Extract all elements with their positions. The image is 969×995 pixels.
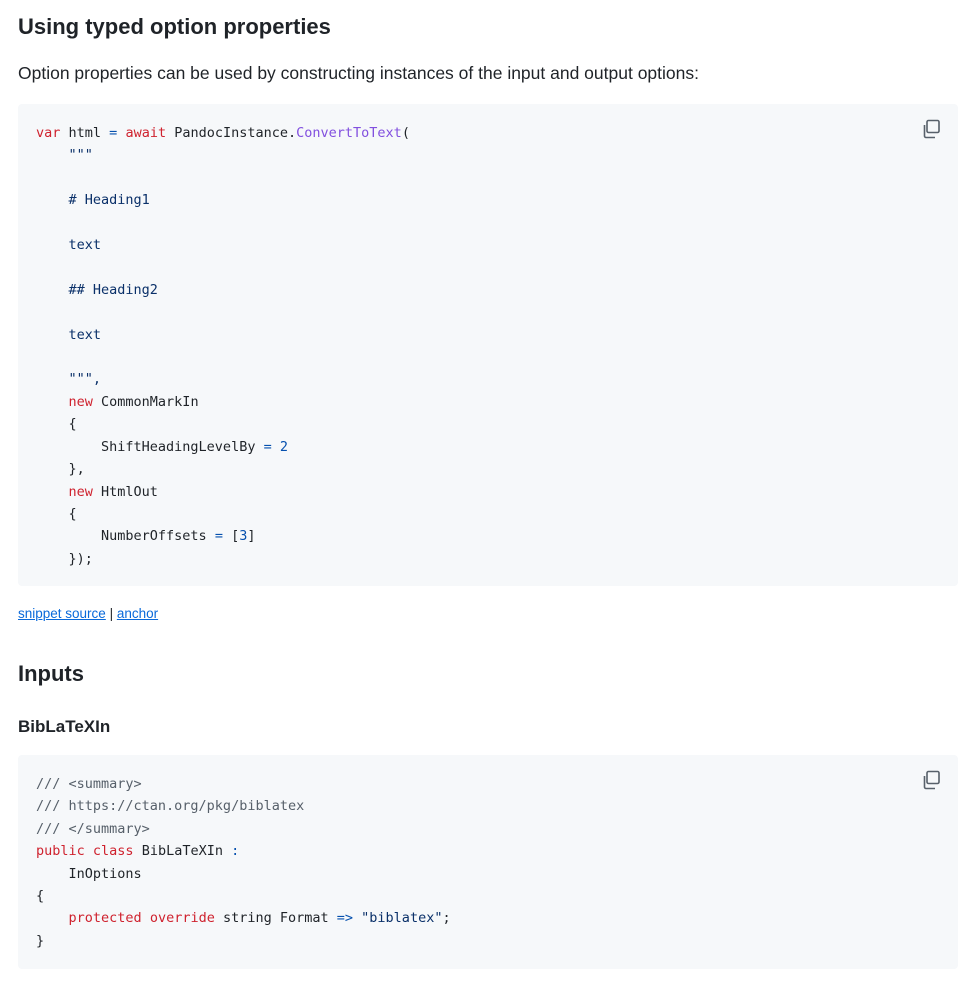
biblatexin-heading: BibLaTeXIn [18,717,111,736]
code-block-biblatexin[interactable] [18,755,958,969]
inputs-heading: Inputs [18,661,84,686]
code-line: } [36,932,45,949]
copy-button[interactable] [920,118,942,140]
code-line: /// </summary> [36,820,150,837]
code-line: # Heading1 [36,192,150,209]
code-text [36,122,410,570]
code-line: }); [36,550,93,567]
code-line: ## Heading2 [36,281,158,298]
code-line: ShiftHeadingLevelBy = 2 [36,438,288,455]
code-line: var html = await PandocInstance.ConvertToText( [36,125,410,141]
code-line: protected override string Format => "biblatex"; [68,910,451,927]
code-line: }, [36,461,85,478]
copy-icon [920,118,942,140]
section-title: Using typed option properties [18,14,331,39]
code-line: new HtmlOut [68,483,158,500]
code-line: { [36,888,45,905]
code-text [36,773,451,952]
code-line: public class BibLaTeXIn : [36,843,240,860]
link-separator: | [105,606,117,621]
anchor-link[interactable]: anchor [116,606,159,621]
code-line: new CommonMarkIn [68,393,199,410]
snippet-source-link[interactable]: snippet source [18,606,106,621]
code-block-example[interactable] [18,104,958,586]
code-line: text [36,326,102,343]
code-line: NumberOffsets = [3] [36,528,256,545]
code-line: /// https://ctan.org/pkg/biblatex [36,798,305,815]
code-line: { [36,416,77,433]
code-line: """ [36,147,93,164]
code-line: text [36,237,102,254]
code-line: """, [36,371,102,388]
copy-button[interactable] [920,769,942,791]
code-line: /// <summary> [36,776,142,792]
copy-icon [920,769,942,791]
intro-paragraph: Option properties can be used by constructing instances of the input and output options: [18,63,699,83]
snippet-links [18,604,158,624]
code-line: InOptions [36,865,142,882]
code-line: { [36,505,77,522]
